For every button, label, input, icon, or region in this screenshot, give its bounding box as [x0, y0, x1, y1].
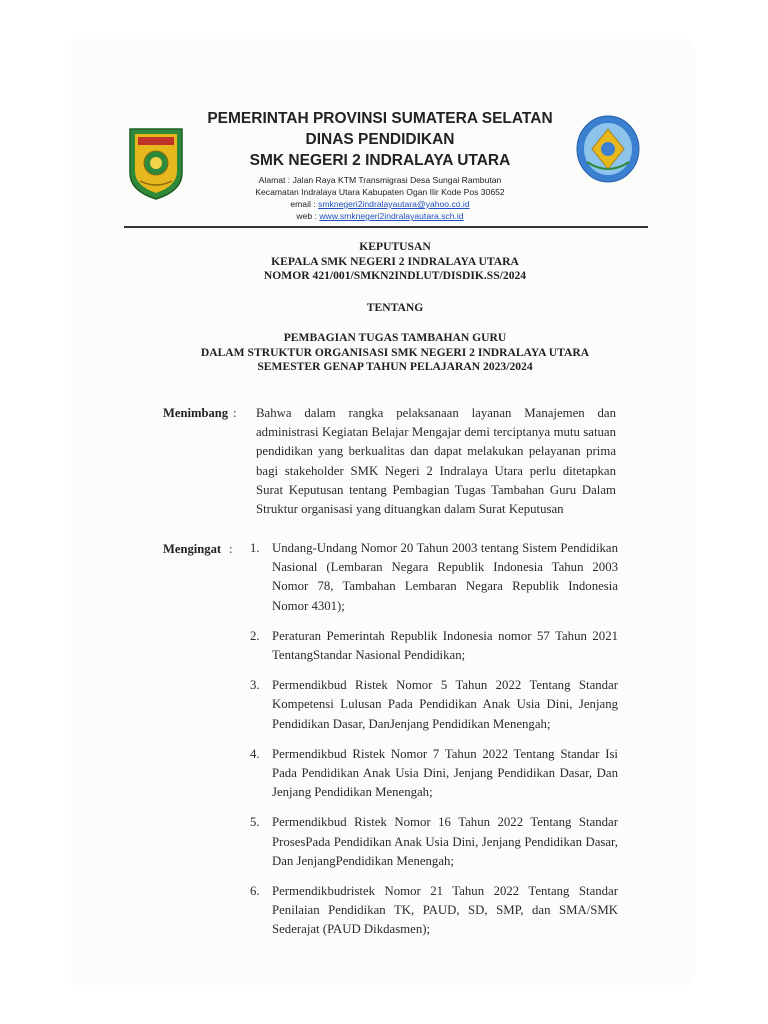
web-label: web :	[296, 211, 320, 221]
list-item-text: Undang-Undang Nomor 20 Tahun 2003 tentang Sistem Pendidikan Nasional (Lembaran Negara Republik Indonesia Tahun 2003 Nomor 78, Tambahan Lembaran Negara Republik Indonesia Nomor 4301);	[272, 541, 618, 613]
menimbang-text: Bahwa dalam rangka pelaksanaan layanan Manajemen dan administrasi Kegiatan Belajar Mengajar demi terciptanya mutu satuan pendidikan yang berkualitas dan dapat melakukan pelayanan prima bagi stakeholder SMK Negeri 2 Indralaya Utara perlu ditetapkan Surat Keputusan tentang Pembagian Tugas Tambahan Guru Dalam Struktur organisasi yang dituangkan dalam Surat Keputusan	[256, 406, 616, 517]
list-item-number: 1.	[250, 541, 260, 555]
decree-subject	[150, 331, 640, 375]
school-emblem-logo	[575, 114, 641, 184]
list-item-number: 4.	[250, 746, 260, 761]
decree-heading	[150, 240, 640, 284]
list-item	[250, 745, 618, 803]
list-item-number: 3.	[250, 678, 260, 693]
decree-subject-line3: SEMESTER GENAP TAHUN PELAJARAN 2023/2024	[257, 360, 533, 373]
letterhead-divider	[124, 226, 648, 228]
letterhead-email-line	[190, 198, 570, 210]
decree-tentang: TENTANG	[366, 301, 424, 314]
list-item	[250, 627, 618, 665]
list-item-text: Permendikbudristek Nomor 21 Tahun 2022 Tentang Standar Penilaian Pendidikan TK, PAUD, SD, SMP, dan SMA/SMK Sederajat (PAUD Dikdasmen);	[272, 884, 618, 937]
email-label: email :	[290, 199, 319, 209]
letterhead-address-line2: Kecamatan Indralaya Utara Kabupaten Ogan Ilir Kode Pos 30652	[255, 187, 505, 197]
list-item-number: 5.	[250, 815, 260, 830]
list-item-number: 2.	[250, 628, 260, 643]
decree-issuer: KEPALA SMK NEGERI 2 INDRALAYA UTARA	[271, 254, 519, 268]
letterhead-web-line	[190, 210, 570, 222]
menimbang-colon: :	[233, 406, 237, 420]
letterhead-address-line1: Alamat : Jalan Raya KTM Transmigrasi Desa Sungai Rambutan	[258, 175, 502, 185]
list-item	[250, 882, 618, 940]
list-item	[250, 813, 618, 871]
list-item-number: 6.	[250, 884, 260, 899]
list-item-text: Permendikbud Ristek Nomor 5 Tahun 2022 Tentang Standar Kompetensi Lulusan Pada Pendidikan Anak Usia Dini, Jenjang Pendidikan Dasar, DanJenjang Pendidikan Menengah;	[272, 678, 618, 731]
letterhead-school: SMK NEGERI 2 INDRALAYA UTARA	[249, 152, 511, 169]
letterhead	[190, 108, 570, 222]
web-link[interactable]: www.smknegeri2indralayautara.sch.id	[319, 211, 464, 221]
mengingat-label: Mengingat	[163, 542, 222, 556]
mengingat-colon: :	[229, 542, 233, 556]
letterhead-government: PEMERINTAH PROVINSI SUMATERA SELATAN	[207, 110, 553, 127]
decree-title: KEPUTUSAN	[359, 240, 431, 253]
mengingat-list	[250, 539, 618, 940]
list-item	[250, 539, 618, 616]
decree-subject-line2: DALAM STRUKTUR ORGANISASI SMK NEGERI 2 INDRALAYA UTARA	[200, 345, 590, 359]
letterhead-department: DINAS PENDIDIKAN	[305, 131, 455, 148]
list-item-text: Permendikbud Ristek Nomor 7 Tahun 2022 Tentang Standar Isi Pada Pendidikan Anak Usia Dini, Jenjang Pendidikan Dasar, Dan Jenjang Pendidikan Menengah;	[272, 746, 618, 800]
decree-number: NOMOR 421/001/SMKN2INDLUT/DISDIK.SS/2024	[263, 269, 527, 282]
list-item	[250, 676, 618, 734]
provincial-emblem-logo	[126, 125, 186, 201]
list-item-text: Peraturan Pemerintah Republik Indonesia nomor 57 Tahun 2021 TentangStandar Nasional Pendidikan;	[272, 628, 618, 663]
decree-subject-line1: PEMBAGIAN TUGAS TAMBAHAN GURU	[283, 331, 507, 344]
email-link[interactable]: smknegeri2indralayautara@yahoo.co.id	[318, 199, 470, 209]
list-item-text: Permendikbud Ristek Nomor 16 Tahun 2022 Tentang Standar ProsesPada Pendidikan Anak Usia Dini, Jenjang Pendidikan Dasar, Dan JenjangPendidikan Menengah;	[272, 815, 618, 868]
menimbang-label: Menimbang	[163, 406, 229, 420]
